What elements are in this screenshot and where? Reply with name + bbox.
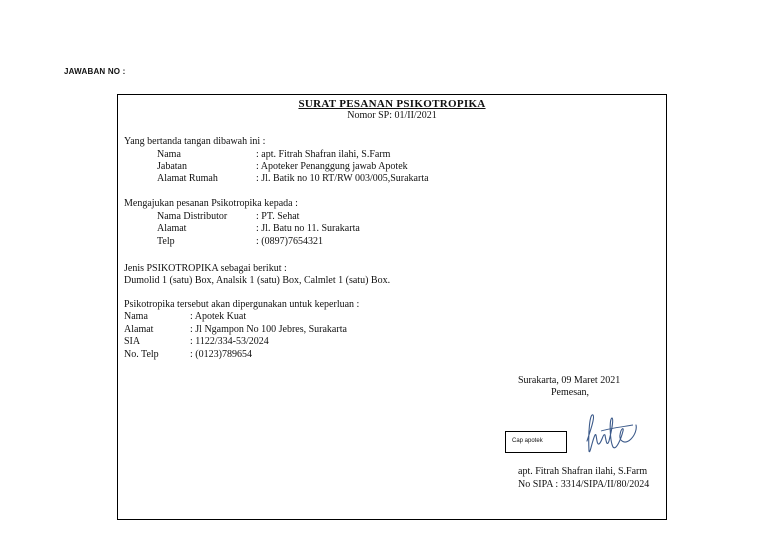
letter-number: Nomor SP: 01/II/2021	[347, 110, 437, 121]
place-date: Surakarta, 09 Maret 2021	[518, 375, 621, 386]
field-value: : 1122/334-53/2024	[190, 336, 269, 347]
field-label: SIA	[124, 336, 141, 347]
field-value: : Jl Ngampon No 100 Jebres, Surakarta	[190, 324, 347, 335]
field-value: : (0897)7654321	[256, 236, 323, 247]
field-label: No. Telp	[124, 349, 159, 360]
signature-icon	[581, 411, 641, 457]
sipa-number: No SIPA : 3314/SIPA/II/80/2024	[518, 479, 650, 490]
pharmacy-stamp-box: Cap apotek	[505, 431, 567, 453]
field-value: : (0123)789654	[190, 349, 252, 360]
field-value: : Apotek Kuat	[190, 311, 247, 322]
field-value: : PT. Sehat	[256, 211, 300, 222]
psychotropic-items: Dumolid 1 (satu) Box, Analsik 1 (satu) Box, Calmlet 1 (satu) Box.	[124, 275, 391, 286]
field-value: : Jl. Batu no 11. Surakarta	[256, 223, 360, 234]
order-letter	[117, 94, 667, 520]
signer-name: apt. Fitrah Shafran ilahi, S.Farm	[518, 466, 648, 477]
field-label: Nama Distributor	[157, 211, 228, 222]
field-label: Jabatan	[157, 161, 187, 172]
field-value: : apt. Fitrah Shafran ilahi, S.Farm	[256, 149, 391, 160]
answer-number-label: JAWABAN NO :	[64, 67, 126, 76]
distributor-intro: Mengajukan pesanan Psikotropika kepada :	[124, 198, 298, 209]
field-label: Alamat	[124, 324, 154, 335]
field-label: Nama	[124, 311, 148, 322]
purpose-intro: Psikotropika tersebut akan dipergunakan untuk keperluan :	[124, 299, 360, 310]
field-label: Nama	[157, 149, 181, 160]
orderer-label: Pemesan,	[551, 387, 590, 398]
psychotropic-type-intro: Jenis PSIKOTROPIKA sebagai berikut :	[124, 263, 287, 274]
field-label: Alamat	[157, 223, 187, 234]
field-label: Alamat Rumah	[157, 173, 218, 184]
field-value: : Jl. Batik no 10 RT/RW 003/005,Surakarta	[256, 173, 429, 184]
signer-intro: Yang bertanda tangan dibawah ini :	[124, 136, 266, 147]
field-label: Telp	[157, 236, 175, 247]
letter-title: SURAT PESANAN PSIKOTROPIKA	[298, 98, 486, 110]
field-value: : Apoteker Penanggung jawab Apotek	[256, 161, 408, 172]
